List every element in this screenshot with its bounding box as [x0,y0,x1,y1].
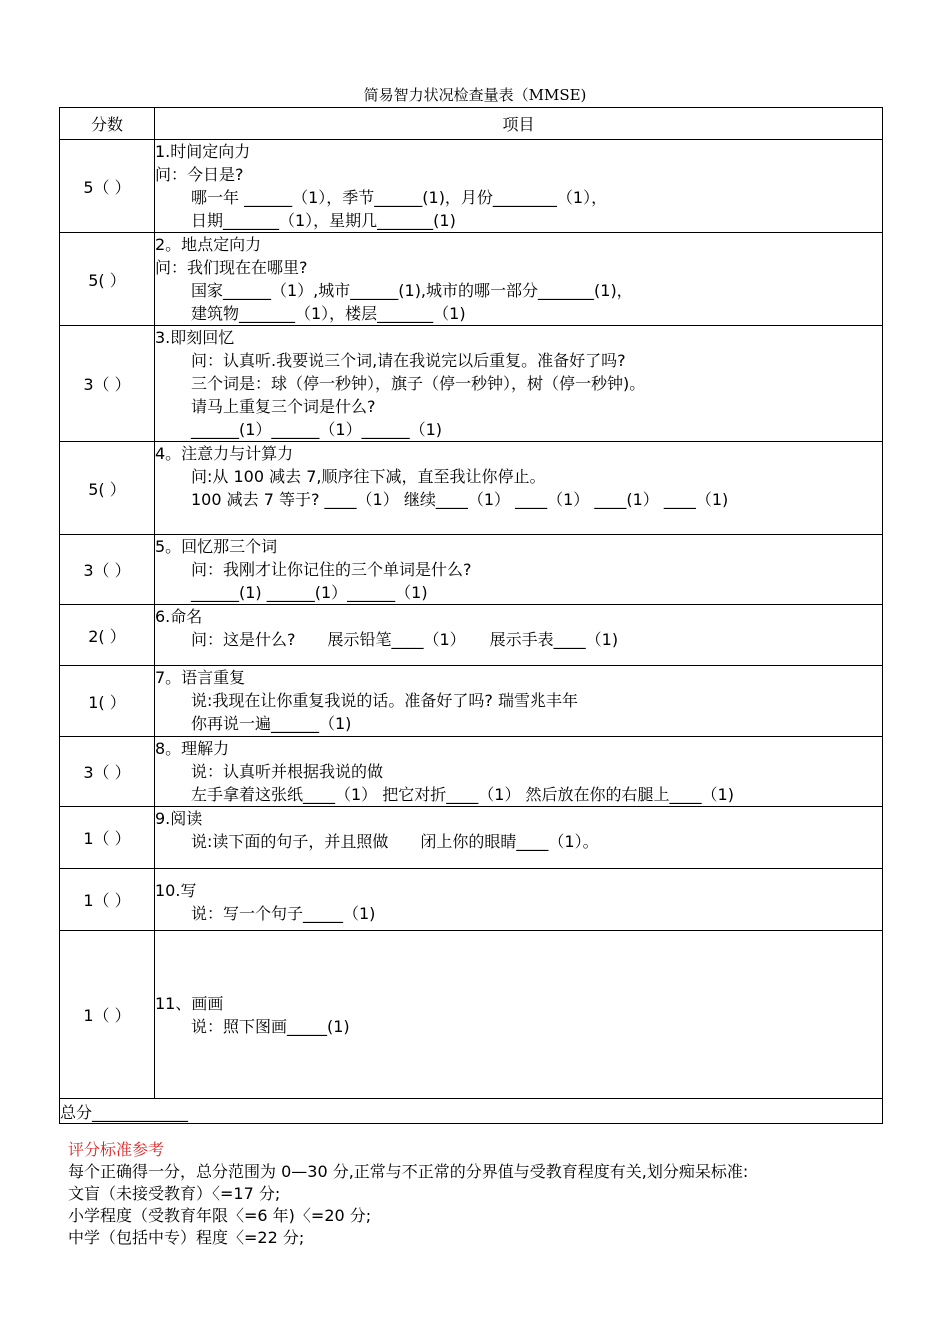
item-heading: 2。地点定向力 [155,235,262,254]
table-row [60,326,883,442]
item-cell [155,605,883,666]
item-cell [155,807,883,869]
notes-heading: 评分标准参考 [68,1140,165,1159]
header-row [60,108,883,140]
item-line: 日期_______（1），星期几_______(1) [191,211,456,230]
scoring-notes [68,1139,748,1249]
score-cell: 1( ） [60,666,155,737]
item-line: 请马上重复三个词是什么? [191,397,376,416]
item-line: 问:从 100 减去 7,顺序往下减，直至我让你停止。 [191,467,546,486]
item-heading: 7。语言重复 [155,668,246,687]
item-line: 建筑物_______（1），楼层_______（1) [191,304,466,323]
notes-line: 每个正确得一分，总分范围为 0—30 分,正常与不正常的分界值与受教育程度有关,划分痴呆标准: [68,1162,749,1181]
item-line: ______(1) ______(1）______（1) [191,583,428,602]
total-row [60,1099,883,1124]
table-row [60,535,883,605]
mmse-table [59,107,883,1124]
table-row [60,666,883,737]
table-row [60,233,883,326]
item-line: 你再说一遍______（1) [191,714,352,733]
item-line: 问：我们现在在哪里? [155,258,308,277]
item-heading: 6.命名 [155,607,203,626]
item-cell [155,326,883,442]
item-cell [155,737,883,807]
item-heading: 3.即刻回忆 [155,328,235,347]
table-row [60,140,883,233]
item-line: 说:读下面的句子，并且照做 闭上你的眼睛____（1）。 [191,832,599,851]
table-row [60,737,883,807]
item-cell [155,666,883,737]
score-cell: 1（ ） [60,931,155,1099]
score-cell: 5（ ） [60,140,155,233]
item-line: 说：照下图画_____(1) [191,1016,350,1036]
item-line: 说:我现在让你重复我说的话。准备好了吗? 瑞雪兆丰年 [191,691,578,710]
item-heading: 5。回忆那三个词 [155,537,278,556]
score-cell: 3（ ） [60,326,155,442]
score-cell: 1（ ） [60,869,155,931]
score-cell: 5( ） [60,233,155,326]
table-row [60,931,883,1099]
item-cell [155,233,883,326]
score-cell: 3（ ） [60,535,155,605]
item-cell [155,442,883,535]
header-score: 分数 [60,108,155,140]
item-heading: 4。注意力与计算力 [155,444,294,463]
table-row [60,605,883,666]
item-line: 三个词是：球（停一秒钟），旗子（停一秒钟），树（停一秒钟)。 [191,374,646,393]
notes-line: 小学程度（受教育年限〈=6 年)〈=20 分; [68,1206,372,1225]
table-row [60,442,883,535]
page-title: 简易智力状况检查量表（MMSE) [363,86,587,104]
item-line: 说：写一个句子_____（1) [191,904,376,923]
item-line: 100 减去 7 等于? ____（1） 继续____（1） ____（1） ____(1） ____（1) [191,490,729,509]
item-heading: 9.阅读 [155,809,203,828]
item-line: 问：今日是? [155,165,244,184]
score-cell: 1（ ） [60,807,155,869]
table-row [60,869,883,931]
item-line: 问：认真听.我要说三个词,请在我说完以后重复。准备好了吗? [191,351,626,370]
score-cell: 2( ） [60,605,155,666]
table-row [60,807,883,869]
notes-line: 文盲（未接受教育）〈=17 分; [68,1184,281,1203]
header-item: 项目 [155,108,883,140]
item-line: 问：这是什么? 展示铅笔____（1） 展示手表____（1) [191,630,619,649]
item-line: 哪一年 ______（1），季节______(1)，月份________（1）， [191,188,608,207]
item-heading: 8。理解力 [155,739,230,758]
item-cell [155,869,883,931]
item-line: 左手拿着这张纸____（1） 把它对折____（1） 然后放在你的右腿上____（1) [191,785,734,804]
item-heading: 11、画画 [155,993,224,1013]
item-cell [155,140,883,233]
item-line: 说：认真听并根据我说的做 [191,762,384,781]
item-cell [155,535,883,605]
item-heading: 1.时间定向力 [155,142,251,161]
score-cell: 3（ ） [60,737,155,807]
item-cell [155,931,883,1099]
item-heading: 10.写 [155,881,197,900]
notes-line: 中学（包括中专）程度〈=22 分; [68,1228,305,1247]
total-score-field[interactable]: 总分____________ [60,1099,883,1124]
item-line: 问：我刚才让你记住的三个单词是什么? [191,560,472,579]
item-line: ______(1）______（1）______（1) [191,420,443,439]
item-line: 国家______（1）,城市______(1),城市的哪一部分_______(1)， [191,281,633,300]
score-cell: 5( ） [60,442,155,535]
